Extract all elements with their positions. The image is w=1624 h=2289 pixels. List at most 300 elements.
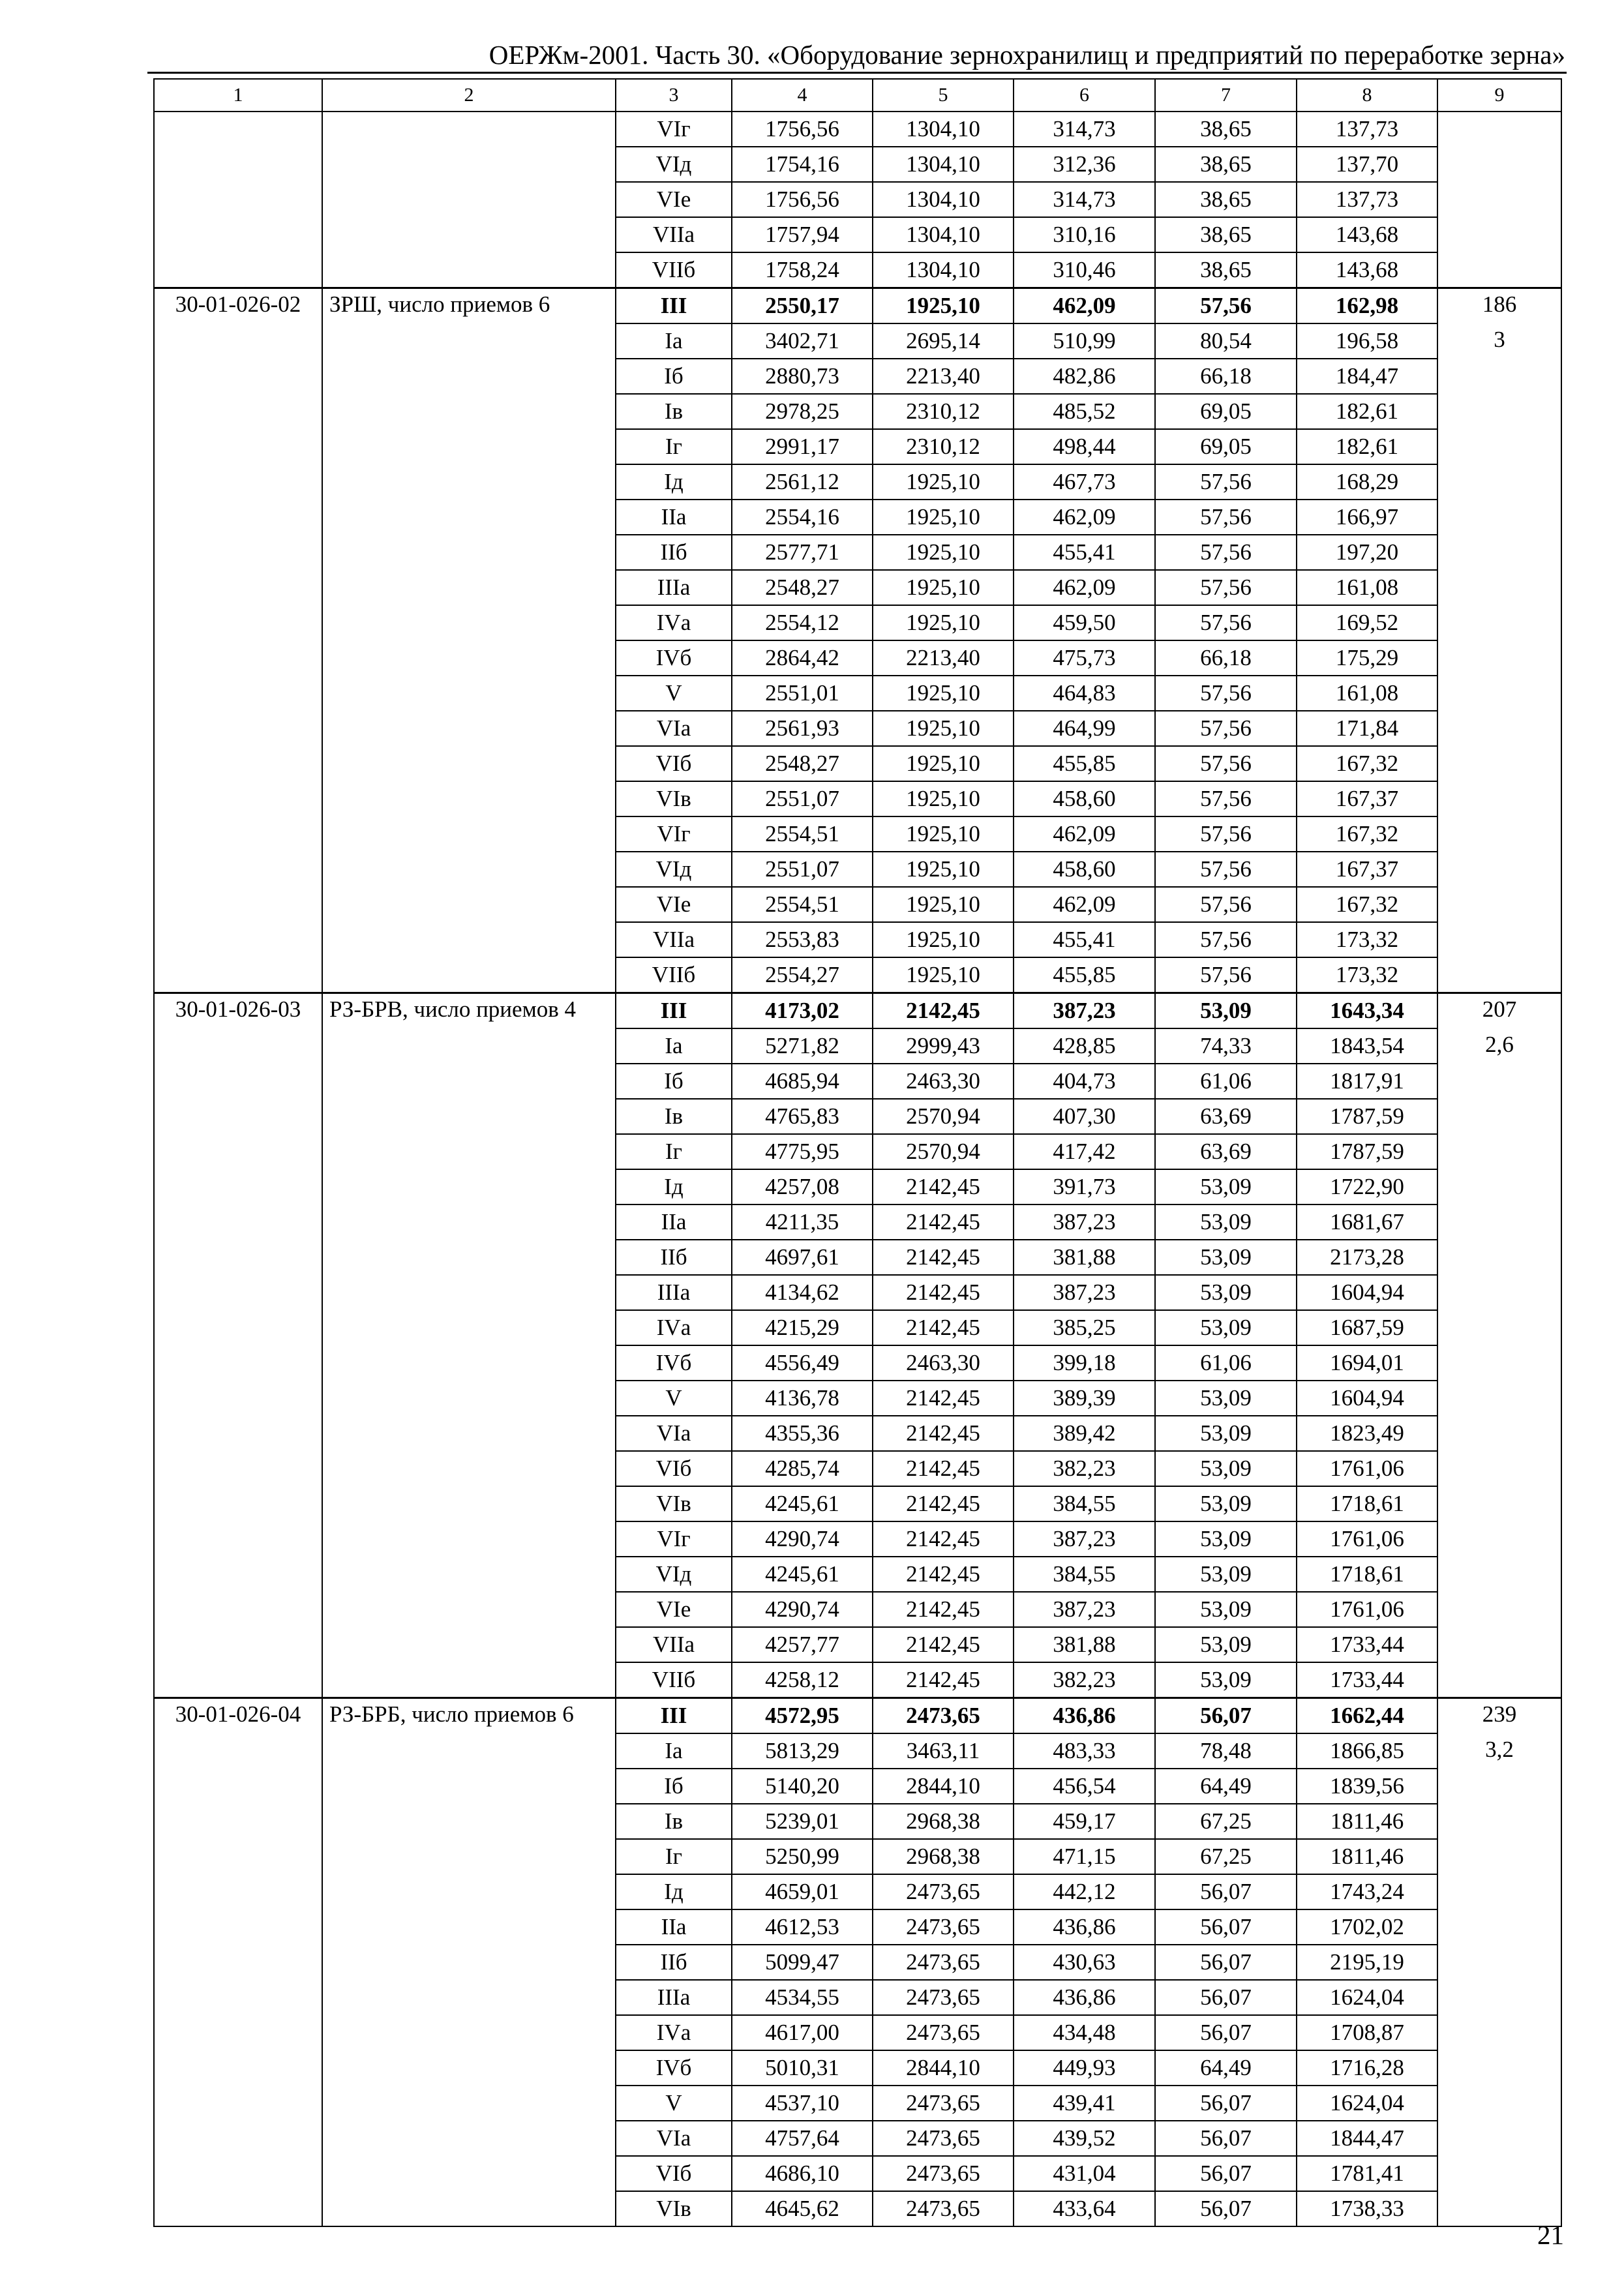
- value-cell: 4290,74: [732, 1521, 873, 1557]
- value-cell: 2142,45: [873, 1310, 1014, 1345]
- zone-cell: VIIб: [616, 252, 732, 288]
- column-number: 8: [1297, 79, 1437, 112]
- value-cell: 57,56: [1155, 288, 1297, 324]
- value-cell: 459,50: [1014, 605, 1155, 640]
- column-9-cell: [1437, 112, 1561, 288]
- value-cell: 67,25: [1155, 1839, 1297, 1874]
- value-cell: 56,07: [1155, 1945, 1297, 1980]
- value-cell: 56,07: [1155, 1980, 1297, 2015]
- value-cell: 2195,19: [1297, 1945, 1437, 1980]
- zone-cell: VIг: [616, 112, 732, 147]
- zone-cell: VIв: [616, 2191, 732, 2226]
- zone-cell: VIе: [616, 887, 732, 922]
- value-cell: 38,65: [1155, 252, 1297, 288]
- value-cell: 2142,45: [873, 1662, 1014, 1698]
- zone-cell: IIб: [616, 1945, 732, 1980]
- value-cell: 382,23: [1014, 1451, 1155, 1486]
- value-cell: 464,99: [1014, 711, 1155, 746]
- zone-cell: Iг: [616, 429, 732, 464]
- value-cell: 64,49: [1155, 2050, 1297, 2086]
- value-cell: 462,09: [1014, 288, 1155, 324]
- value-cell: 57,56: [1155, 676, 1297, 711]
- value-cell: 2142,45: [873, 993, 1014, 1029]
- value-cell: 53,09: [1155, 1240, 1297, 1275]
- value-cell: 2554,51: [732, 887, 873, 922]
- value-cell: 498,44: [1014, 429, 1155, 464]
- zone-cell: III: [616, 1698, 732, 1734]
- value-cell: 69,05: [1155, 394, 1297, 429]
- value-cell: 173,32: [1297, 922, 1437, 957]
- zone-cell: VIд: [616, 147, 732, 182]
- rate-code: 30-01-026-04: [154, 1698, 322, 2227]
- value-cell: 1754,16: [732, 147, 873, 182]
- value-cell: 387,23: [1014, 1275, 1155, 1310]
- value-cell: 462,09: [1014, 570, 1155, 605]
- value-cell: 67,25: [1155, 1804, 1297, 1839]
- value-cell: 482,86: [1014, 359, 1155, 394]
- value-cell: 1925,10: [873, 605, 1014, 640]
- column-number: 4: [732, 79, 873, 112]
- value-cell: 1925,10: [873, 711, 1014, 746]
- value-cell: 4136,78: [732, 1381, 873, 1416]
- value-cell: 475,73: [1014, 640, 1155, 676]
- zone-cell: V: [616, 676, 732, 711]
- value-cell: 143,68: [1297, 217, 1437, 252]
- value-cell: 1925,10: [873, 464, 1014, 500]
- zone-cell: V: [616, 1381, 732, 1416]
- value-cell: 4258,12: [732, 1662, 873, 1698]
- zone-cell: Iб: [616, 359, 732, 394]
- value-cell: 2999,43: [873, 1028, 1014, 1064]
- zone-cell: VIа: [616, 2121, 732, 2156]
- value-cell: 459,17: [1014, 1804, 1155, 1839]
- equipment-name: РЗ-БРВ, число приемов 4: [322, 993, 616, 1698]
- zone-cell: IIа: [616, 1909, 732, 1945]
- value-cell: 4645,62: [732, 2191, 873, 2226]
- zone-cell: IIа: [616, 500, 732, 535]
- value-cell: 458,60: [1014, 852, 1155, 887]
- value-cell: 387,23: [1014, 1204, 1155, 1240]
- value-cell: 458,60: [1014, 781, 1155, 816]
- value-cell: 2864,42: [732, 640, 873, 676]
- column-9-cell: [1437, 993, 1561, 1698]
- value-cell: 4775,95: [732, 1134, 873, 1169]
- value-cell: 2142,45: [873, 1240, 1014, 1275]
- value-cell: 2142,45: [873, 1169, 1014, 1204]
- value-cell: 310,46: [1014, 252, 1155, 288]
- rate-code: 30-01-026-03: [154, 993, 322, 1698]
- value-cell: 436,86: [1014, 1909, 1155, 1945]
- value-cell: 57,56: [1155, 570, 1297, 605]
- zone-cell: Iд: [616, 1169, 732, 1204]
- value-cell: 389,39: [1014, 1381, 1155, 1416]
- value-cell: 196,58: [1297, 323, 1437, 359]
- zone-cell: IVа: [616, 2015, 732, 2050]
- value-cell: 1761,06: [1297, 1451, 1437, 1486]
- value-cell: 168,29: [1297, 464, 1437, 500]
- value-cell: 1925,10: [873, 746, 1014, 781]
- value-cell: 433,64: [1014, 2191, 1155, 2226]
- value-cell: 1925,10: [873, 957, 1014, 993]
- value-cell: 53,09: [1155, 1169, 1297, 1204]
- value-cell: 53,09: [1155, 1381, 1297, 1416]
- value-cell: 167,32: [1297, 816, 1437, 852]
- column-number: 2: [322, 79, 616, 112]
- value-cell: 2213,40: [873, 359, 1014, 394]
- value-cell: 2310,12: [873, 394, 1014, 429]
- value-cell: 381,88: [1014, 1240, 1155, 1275]
- zone-cell: VIб: [616, 746, 732, 781]
- zone-cell: IIIа: [616, 1275, 732, 1310]
- zone-cell: VIIа: [616, 1627, 732, 1662]
- zone-cell: VIIб: [616, 1662, 732, 1698]
- value-cell: 1756,56: [732, 182, 873, 217]
- value-cell: 56,07: [1155, 2191, 1297, 2226]
- value-cell: 1761,06: [1297, 1592, 1437, 1627]
- value-cell: 4686,10: [732, 2156, 873, 2191]
- value-cell: 38,65: [1155, 182, 1297, 217]
- value-cell: 5271,82: [732, 1028, 873, 1064]
- value-cell: 1844,47: [1297, 2121, 1437, 2156]
- value-cell: 1702,02: [1297, 1909, 1437, 1945]
- value-cell: 57,56: [1155, 711, 1297, 746]
- value-cell: 53,09: [1155, 1204, 1297, 1240]
- value-cell: 417,42: [1014, 1134, 1155, 1169]
- value-cell: 66,18: [1155, 359, 1297, 394]
- zone-cell: IIб: [616, 1240, 732, 1275]
- table-row: [154, 1698, 1561, 1734]
- value-cell: 2213,40: [873, 640, 1014, 676]
- value-cell: 61,06: [1155, 1345, 1297, 1381]
- value-cell: 61,06: [1155, 1064, 1297, 1099]
- value-cell: 57,56: [1155, 816, 1297, 852]
- value-cell: 467,73: [1014, 464, 1155, 500]
- value-cell: 57,56: [1155, 535, 1297, 570]
- value-cell: 2142,45: [873, 1381, 1014, 1416]
- value-cell: 2473,65: [873, 2121, 1014, 2156]
- value-cell: 2473,65: [873, 1698, 1014, 1734]
- value-cell: 2551,07: [732, 852, 873, 887]
- zone-cell: Iг: [616, 1839, 732, 1874]
- value-cell: 56,07: [1155, 1698, 1297, 1734]
- value-cell: 4612,53: [732, 1909, 873, 1945]
- value-cell: 1866,85: [1297, 1733, 1437, 1769]
- value-cell: 4215,29: [732, 1310, 873, 1345]
- zone-cell: IVб: [616, 1345, 732, 1381]
- value-cell: 53,09: [1155, 1557, 1297, 1592]
- value-cell: 471,15: [1014, 1839, 1155, 1874]
- value-cell: 1604,94: [1297, 1275, 1437, 1310]
- zone-cell: VIг: [616, 816, 732, 852]
- value-cell: 2968,38: [873, 1804, 1014, 1839]
- zone-cell: Iв: [616, 1804, 732, 1839]
- zone-cell: Iа: [616, 323, 732, 359]
- value-cell: 53,09: [1155, 1275, 1297, 1310]
- zone-cell: VIб: [616, 1451, 732, 1486]
- value-cell: 404,73: [1014, 1064, 1155, 1099]
- value-cell: 2991,17: [732, 429, 873, 464]
- value-cell: 2473,65: [873, 2086, 1014, 2121]
- value-cell: 171,84: [1297, 711, 1437, 746]
- value-cell: 3463,11: [873, 1733, 1014, 1769]
- value-cell: 166,97: [1297, 500, 1437, 535]
- zone-cell: IIIа: [616, 570, 732, 605]
- zone-cell: VIб: [616, 2156, 732, 2191]
- value-cell: 1722,90: [1297, 1169, 1437, 1204]
- value-cell: 182,61: [1297, 394, 1437, 429]
- column-number: 3: [616, 79, 732, 112]
- value-cell: 2142,45: [873, 1451, 1014, 1486]
- value-cell: 1643,34: [1297, 993, 1437, 1029]
- value-cell: 2577,71: [732, 535, 873, 570]
- value-cell: 2844,10: [873, 2050, 1014, 2086]
- value-cell: 431,04: [1014, 2156, 1155, 2191]
- value-cell: 169,52: [1297, 605, 1437, 640]
- value-cell: 1925,10: [873, 816, 1014, 852]
- value-cell: 2473,65: [873, 2191, 1014, 2226]
- value-cell: 2142,45: [873, 1416, 1014, 1451]
- value-cell: 382,23: [1014, 1662, 1155, 1698]
- value-cell: 2554,51: [732, 816, 873, 852]
- value-cell: 2551,07: [732, 781, 873, 816]
- value-cell: 2142,45: [873, 1627, 1014, 1662]
- value-cell: 1758,24: [732, 252, 873, 288]
- value-cell: 455,85: [1014, 957, 1155, 993]
- value-cell: 2880,73: [732, 359, 873, 394]
- value-cell: 1708,87: [1297, 2015, 1437, 2050]
- value-cell: 1925,10: [873, 922, 1014, 957]
- zone-cell: Iв: [616, 1099, 732, 1134]
- value-cell: 4697,61: [732, 1240, 873, 1275]
- value-cell: 2978,25: [732, 394, 873, 429]
- value-cell: 4257,77: [732, 1627, 873, 1662]
- value-cell: 439,52: [1014, 2121, 1155, 2156]
- value-cell: 173,32: [1297, 957, 1437, 993]
- value-cell: 1624,04: [1297, 1980, 1437, 2015]
- value-cell: 2554,27: [732, 957, 873, 993]
- value-cell: 53,09: [1155, 993, 1297, 1029]
- value-cell: 53,09: [1155, 1486, 1297, 1521]
- value-cell: 462,09: [1014, 816, 1155, 852]
- value-cell: 462,09: [1014, 500, 1155, 535]
- column-number: 5: [873, 79, 1014, 112]
- value-cell: 2142,45: [873, 1204, 1014, 1240]
- value-cell: 381,88: [1014, 1627, 1155, 1662]
- rate-code: 30-01-026-02: [154, 288, 322, 993]
- value-cell: 510,99: [1014, 323, 1155, 359]
- value-cell: 2554,12: [732, 605, 873, 640]
- value-cell: 2553,83: [732, 922, 873, 957]
- zone-cell: VIд: [616, 1557, 732, 1592]
- value-cell: 399,18: [1014, 1345, 1155, 1381]
- value-cell: 1925,10: [873, 676, 1014, 711]
- value-cell: 2473,65: [873, 1980, 1014, 2015]
- value-cell: 1733,44: [1297, 1662, 1437, 1698]
- zone-cell: Iб: [616, 1064, 732, 1099]
- header-rule: [147, 72, 1567, 74]
- value-cell: 5140,20: [732, 1769, 873, 1804]
- zone-cell: IVа: [616, 605, 732, 640]
- equipment-name: [322, 112, 616, 288]
- value-cell: 1787,59: [1297, 1134, 1437, 1169]
- value-cell: 5010,31: [732, 2050, 873, 2086]
- zone-cell: VIд: [616, 852, 732, 887]
- value-cell: 4765,83: [732, 1099, 873, 1134]
- value-cell: 161,08: [1297, 676, 1437, 711]
- value-cell: 2142,45: [873, 1521, 1014, 1557]
- value-cell: 38,65: [1155, 217, 1297, 252]
- zone-cell: VIIб: [616, 957, 732, 993]
- value-cell: 384,55: [1014, 1557, 1155, 1592]
- table-body: [154, 112, 1561, 2226]
- value-cell: 456,54: [1014, 1769, 1155, 1804]
- value-cell: 64,49: [1155, 1769, 1297, 1804]
- value-cell: 1743,24: [1297, 1874, 1437, 1909]
- zone-cell: Iа: [616, 1028, 732, 1064]
- value-cell: 53,09: [1155, 1521, 1297, 1557]
- column-number: 9: [1437, 79, 1561, 112]
- value-cell: 391,73: [1014, 1169, 1155, 1204]
- zone-cell: VIIа: [616, 217, 732, 252]
- value-cell: 1756,56: [732, 112, 873, 147]
- value-cell: 1718,61: [1297, 1557, 1437, 1592]
- value-cell: 464,83: [1014, 676, 1155, 711]
- value-cell: 387,23: [1014, 993, 1155, 1029]
- value-cell: 4134,62: [732, 1275, 873, 1310]
- value-cell: 1304,10: [873, 252, 1014, 288]
- value-cell: 387,23: [1014, 1521, 1155, 1557]
- value-cell: 4245,61: [732, 1557, 873, 1592]
- value-cell: 449,93: [1014, 2050, 1155, 2086]
- zone-cell: IIа: [616, 1204, 732, 1240]
- zone-cell: Iд: [616, 464, 732, 500]
- value-cell: 57,56: [1155, 500, 1297, 535]
- value-cell: 5250,99: [732, 1839, 873, 1874]
- value-cell: 2473,65: [873, 1874, 1014, 1909]
- value-cell: 2473,65: [873, 1909, 1014, 1945]
- value-cell: 1843,54: [1297, 1028, 1437, 1064]
- value-cell: 1925,10: [873, 887, 1014, 922]
- zone-cell: VIа: [616, 711, 732, 746]
- value-cell: 1733,44: [1297, 1627, 1437, 1662]
- page-header-title: ОЕРЖм-2001. Часть 30. «Оборудование зернохранилищ и предприятий по переработке зерна»: [489, 40, 1565, 70]
- column-number-row: [154, 79, 1561, 112]
- value-cell: 53,09: [1155, 1451, 1297, 1486]
- value-cell: 1738,33: [1297, 2191, 1437, 2226]
- value-cell: 1718,61: [1297, 1486, 1437, 1521]
- value-cell: 57,56: [1155, 922, 1297, 957]
- value-cell: 436,86: [1014, 1980, 1155, 2015]
- value-cell: 2551,01: [732, 676, 873, 711]
- value-cell: 4290,74: [732, 1592, 873, 1627]
- value-cell: 175,29: [1297, 640, 1437, 676]
- value-cell: 1694,01: [1297, 1345, 1437, 1381]
- value-cell: 2570,94: [873, 1099, 1014, 1134]
- value-cell: 184,47: [1297, 359, 1437, 394]
- table-row: [154, 288, 1561, 324]
- zone-cell: VIе: [616, 182, 732, 217]
- zone-cell: V: [616, 2086, 732, 2121]
- value-cell: 1781,41: [1297, 2156, 1437, 2191]
- value-cell: 1687,59: [1297, 1310, 1437, 1345]
- value-cell: 455,41: [1014, 535, 1155, 570]
- column-9-cell: [1437, 1698, 1561, 2227]
- zone-cell: Iб: [616, 1769, 732, 1804]
- value-cell: 38,65: [1155, 147, 1297, 182]
- value-cell: 57,56: [1155, 605, 1297, 640]
- zone-cell: IVб: [616, 2050, 732, 2086]
- value-cell: 56,07: [1155, 2156, 1297, 2191]
- value-cell: 137,73: [1297, 112, 1437, 147]
- value-cell: 485,52: [1014, 394, 1155, 429]
- column-9-value: 3: [1494, 327, 1505, 352]
- value-cell: 385,25: [1014, 1310, 1155, 1345]
- value-cell: 2463,30: [873, 1064, 1014, 1099]
- value-cell: 4355,36: [732, 1416, 873, 1451]
- column-number: 6: [1014, 79, 1155, 112]
- value-cell: 63,69: [1155, 1134, 1297, 1169]
- value-cell: 137,70: [1297, 147, 1437, 182]
- value-cell: 455,41: [1014, 922, 1155, 957]
- value-cell: 57,56: [1155, 852, 1297, 887]
- zone-cell: VIв: [616, 1486, 732, 1521]
- zone-cell: VIг: [616, 1521, 732, 1557]
- value-cell: 53,09: [1155, 1627, 1297, 1662]
- value-cell: 1304,10: [873, 147, 1014, 182]
- zone-cell: III: [616, 993, 732, 1029]
- equipment-name: РЗ-БРБ, число приемов 6: [322, 1698, 616, 2227]
- value-cell: 56,07: [1155, 2086, 1297, 2121]
- value-cell: 143,68: [1297, 252, 1437, 288]
- value-cell: 2548,27: [732, 570, 873, 605]
- value-cell: 4757,64: [732, 2121, 873, 2156]
- value-cell: 3402,71: [732, 323, 873, 359]
- value-cell: 2695,14: [873, 323, 1014, 359]
- table-row: [154, 112, 1561, 147]
- value-cell: 4572,95: [732, 1698, 873, 1734]
- value-cell: 167,32: [1297, 746, 1437, 781]
- value-cell: 2570,94: [873, 1134, 1014, 1169]
- value-cell: 5813,29: [732, 1733, 873, 1769]
- value-cell: 436,86: [1014, 1698, 1155, 1734]
- column-9-value: 186: [1482, 292, 1517, 317]
- value-cell: 1787,59: [1297, 1099, 1437, 1134]
- zone-cell: VIа: [616, 1416, 732, 1451]
- rate-code: [154, 112, 322, 288]
- value-cell: 4556,49: [732, 1345, 873, 1381]
- value-cell: 483,33: [1014, 1733, 1155, 1769]
- value-cell: 78,48: [1155, 1733, 1297, 1769]
- value-cell: 1304,10: [873, 182, 1014, 217]
- value-cell: 57,56: [1155, 887, 1297, 922]
- value-cell: 74,33: [1155, 1028, 1297, 1064]
- value-cell: 167,37: [1297, 852, 1437, 887]
- equipment-name: ЗРШ, число приемов 6: [322, 288, 616, 993]
- value-cell: 53,09: [1155, 1662, 1297, 1698]
- column-9-value: 3,2: [1485, 1737, 1514, 1762]
- column-9-value: 239: [1482, 1701, 1517, 1727]
- value-cell: 1925,10: [873, 535, 1014, 570]
- value-cell: 2142,45: [873, 1486, 1014, 1521]
- value-cell: 2550,17: [732, 288, 873, 324]
- value-cell: 57,56: [1155, 746, 1297, 781]
- value-cell: 80,54: [1155, 323, 1297, 359]
- value-cell: 1925,10: [873, 852, 1014, 887]
- value-cell: 434,48: [1014, 2015, 1155, 2050]
- zone-cell: III: [616, 288, 732, 324]
- value-cell: 1304,10: [873, 112, 1014, 147]
- value-cell: 1823,49: [1297, 1416, 1437, 1451]
